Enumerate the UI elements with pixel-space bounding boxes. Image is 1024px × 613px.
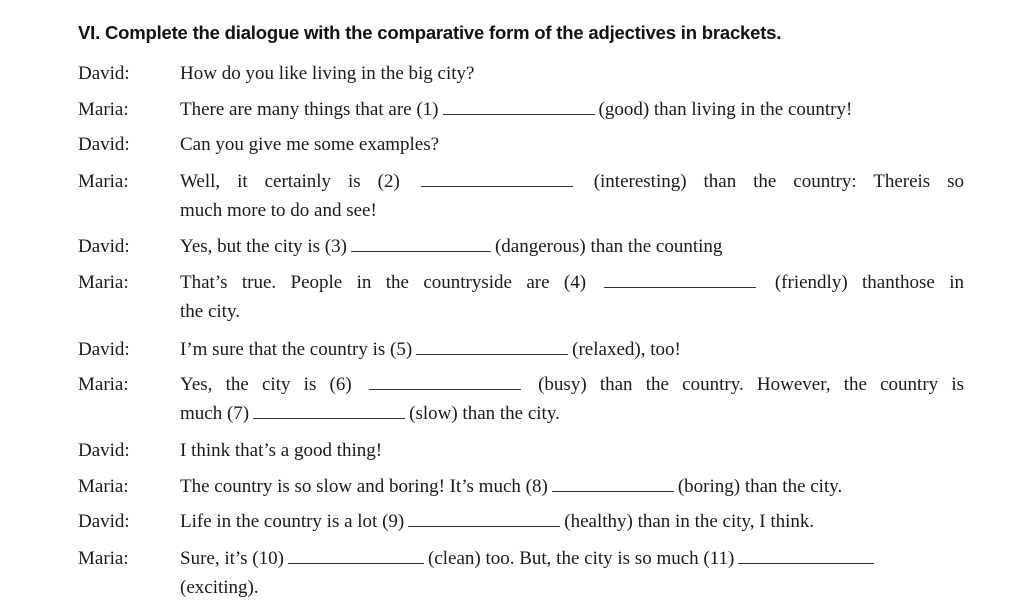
exercise-heading: VI. Complete the dialogue with the comparative form of the adjectives in brackets. [78,22,782,43]
speaker-label: David: [78,511,130,532]
speaker-label: Maria: [78,476,129,497]
answer-blank-5[interactable] [416,336,568,355]
speaker-label: Maria: [78,374,129,395]
dialogue-line: I’m sure that the country is (5) (relaxed), too! [180,336,964,364]
answer-blank-4[interactable] [604,269,756,288]
dialogue-line-continued: the city. [180,301,240,322]
answer-blank-8[interactable] [552,473,674,492]
speaker-label: David: [78,236,130,257]
speaker-label: David: [78,440,130,461]
speaker-label: David: [78,63,130,84]
dialogue-line-continued: much more to do and see! [180,200,377,221]
dialogue-line: Can you give me some examples? [180,134,440,155]
speaker-label: Maria: [78,272,129,293]
answer-blank-11[interactable] [738,545,874,564]
dialogue-line: The country is so slow and boring! It’s much (8) (boring) than the city. [180,473,964,501]
speaker-label: Maria: [78,548,129,569]
dialogue-line: Well, it certainly is (2) (interesting) than the country: Thereis so [180,168,964,196]
answer-blank-1[interactable] [443,96,595,115]
dialogue-line: There are many things that are (1) (good) than living in the country! [180,96,964,124]
speaker-label: David: [78,339,130,360]
speaker-label: Maria: [78,171,129,192]
dialogue-line: Life in the country is a lot (9) (healthy) than in the city, I think. [180,508,964,536]
dialogue-line: Sure, it’s (10) (clean) too. But, the city is so much (11) [180,545,964,573]
answer-blank-9[interactable] [408,508,560,527]
answer-blank-10[interactable] [288,545,424,564]
speaker-label: David: [78,134,130,155]
answer-blank-3[interactable] [351,233,491,252]
speaker-label: Maria: [78,99,129,120]
answer-blank-7[interactable] [253,400,405,419]
dialogue-line: Yes, the city is (6) (busy) than the country. However, the country is [180,371,964,399]
dialogue-line: That’s true. People in the countryside are (4) (friendly) thanthose in [180,269,964,297]
answer-blank-2[interactable] [421,168,573,187]
dialogue-line-continued: (exciting). [180,577,259,598]
dialogue-line: Yes, but the city is (3) (dangerous) than the counting [180,233,964,261]
dialogue-line: I think that’s a good thing! [180,440,383,461]
answer-blank-6[interactable] [369,371,521,390]
dialogue-line-continued: much (7) (slow) than the city. [180,400,964,428]
dialogue-line: How do you like living in the big city? [180,63,475,84]
